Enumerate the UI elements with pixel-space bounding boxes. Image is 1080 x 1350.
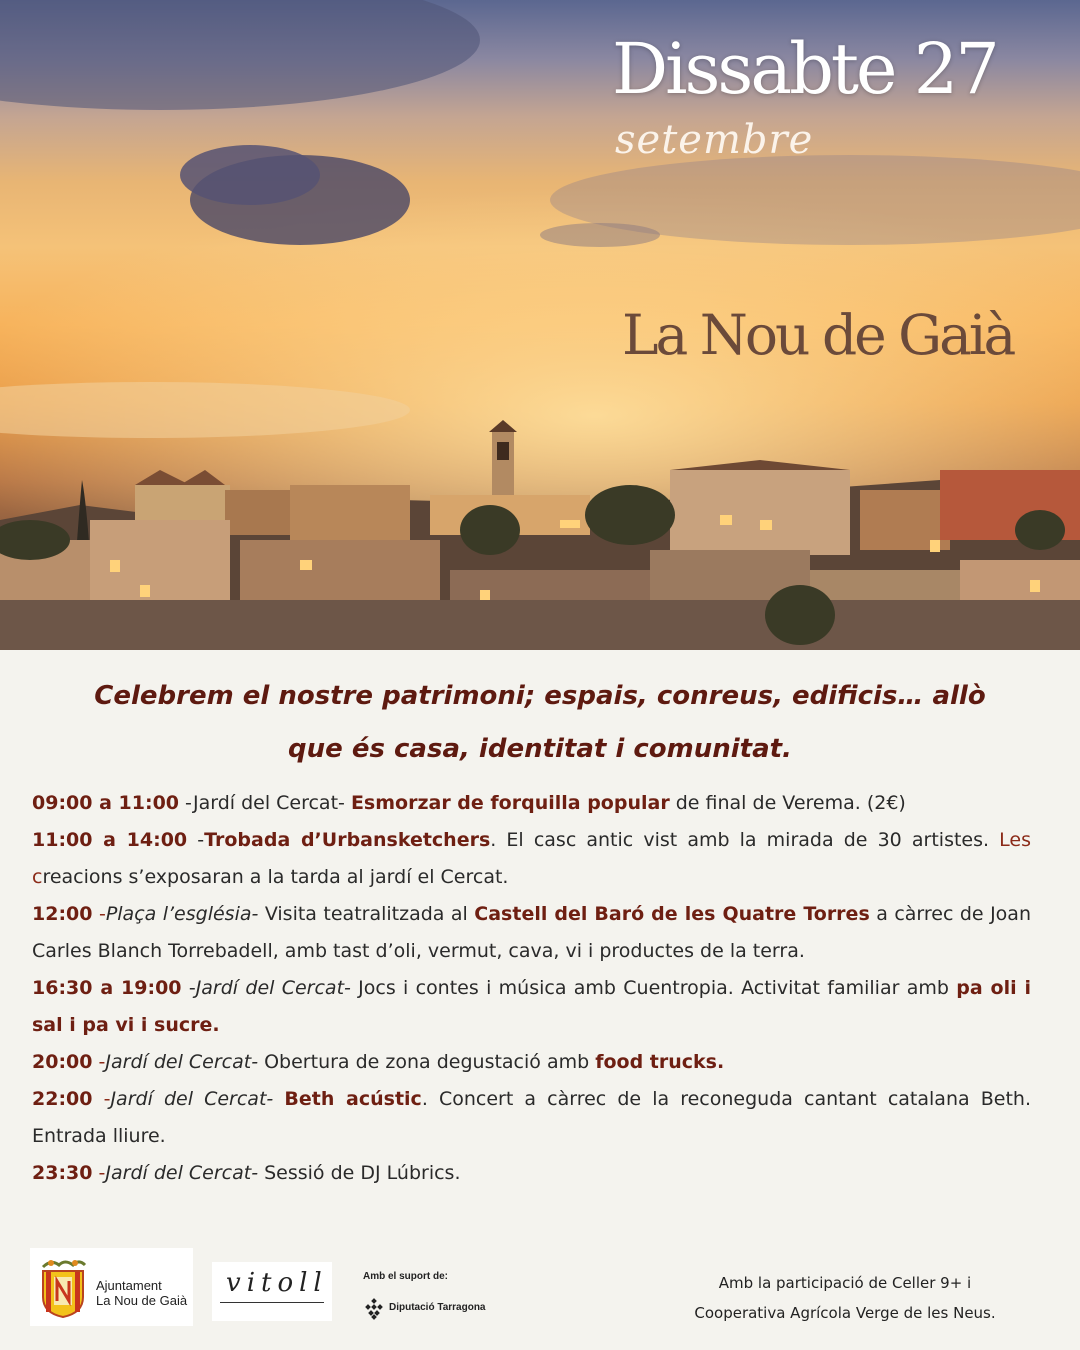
schedule-separator: - [92,903,106,925]
schedule-highlight: Esmorzar de forquilla popular [350,792,670,814]
town-title: La Nou de Gaià [622,303,1014,367]
schedule-item [32,822,1031,896]
schedule-highlight: food trucks. [595,1051,725,1073]
schedule-text: . El casc antic vist amb la mirada de 30 artistes. [490,829,1000,851]
schedule-venue: Jardí del Cercat- [105,1051,259,1073]
schedule-item [32,1155,1031,1192]
schedule-item [32,1044,1031,1081]
support-label: Amb el suport de: [363,1271,449,1282]
participation-line-2: Cooperativa Agrícola Verge de les Neus. [694,1304,996,1322]
schedule-time: 16:30 a 19:00 [32,977,182,999]
schedule-time: 22:00 [32,1088,93,1110]
diputacio-icon [363,1298,385,1320]
schedule-separator: - [92,1051,106,1073]
vitoll-logo [212,1262,332,1321]
schedule-highlight: Trobada d’Urbansketchers [204,829,491,851]
participation-line-1: Amb la participació de Celler 9+ i [718,1274,972,1292]
schedule-text [273,1088,284,1110]
schedule-venue: Jardí del Cercat- [192,792,345,814]
schedule-time: 12:00 [32,903,93,925]
schedule-venue: Jardí del Cercat- [110,1088,274,1110]
intro-line-1: Celebrem el nostre patrimoni; espais, conreus, edificis… allò [94,681,986,711]
intro-tagline [20,670,1060,776]
schedule-venue: Jardí del Cercat- [195,977,351,999]
hero-photo [0,0,1080,650]
schedule-time: 09:00 a 11:00 [32,792,180,814]
diputacio-name: Diputació Tarragona [389,1302,486,1313]
schedule-separator: - [187,829,205,851]
schedule-time: 11:00 a 14:00 [32,829,188,851]
schedule-item [32,970,1031,1044]
schedule-text: a càrrec de Joan Carles Blanch Torrebadell, amb tast d’oli, vermut, cava, vi i productes de la terra. [32,903,1031,962]
schedule-venue: Plaça l’església- [105,903,259,925]
schedule-text: Les c [32,829,1031,888]
schedule-item [32,1081,1031,1155]
schedule-highlight: pa oli i sal i pa vi i sucre. [32,977,1031,1036]
schedule-separator: - [92,1088,111,1110]
schedule-separator: - [92,1162,106,1184]
schedule-time: 20:00 [32,1051,93,1073]
schedule-text: Visita teatralitzada al [258,903,475,925]
schedule-highlight: Beth acústic [284,1088,422,1110]
vitoll-underline [220,1302,324,1303]
ajuntament-line-2: La Nou de Gaià [96,1293,188,1308]
schedule-text: reacions s’exposaran a la tarda al jardí el Cercat. [42,866,509,888]
schedule-venue: Jardí del Cercat- [105,1162,259,1184]
participation-note [655,1268,1035,1328]
schedule-separator: - [181,977,196,999]
schedule-separator: - [179,792,193,814]
schedule-text: Obertura de zona degustació amb [258,1051,596,1073]
schedule-text: Sessió de DJ Lúbrics. [258,1162,461,1184]
schedule-text: Jocs i contes i música amb Cuentropia. Activitat familiar amb [350,977,957,999]
date-heading: Dissabte 27 [612,28,997,110]
schedule-item [32,785,1031,822]
schedule-time: 23:30 [32,1162,93,1184]
ajuntament-logo [30,1248,193,1326]
date-month: setembre [615,117,814,163]
ajuntament-line-1: Ajuntament [96,1278,162,1293]
schedule-text: . Concert a càrrec de la reconeguda cantant catalana Beth. Entrada lliure. [32,1088,1031,1147]
schedule-highlight: Castell del Baró de les Quatre Torres [474,903,870,925]
ajuntament-name [96,1278,187,1308]
vitoll-wordmark: vitoll [226,1268,328,1298]
schedule-list [32,785,1031,1192]
schedule-item [32,896,1031,970]
municipal-shield-icon [37,1257,89,1319]
schedule-text: de final de Verema. (2€) [669,792,906,814]
intro-line-2: que és casa, identitat i comunitat. [288,734,792,764]
